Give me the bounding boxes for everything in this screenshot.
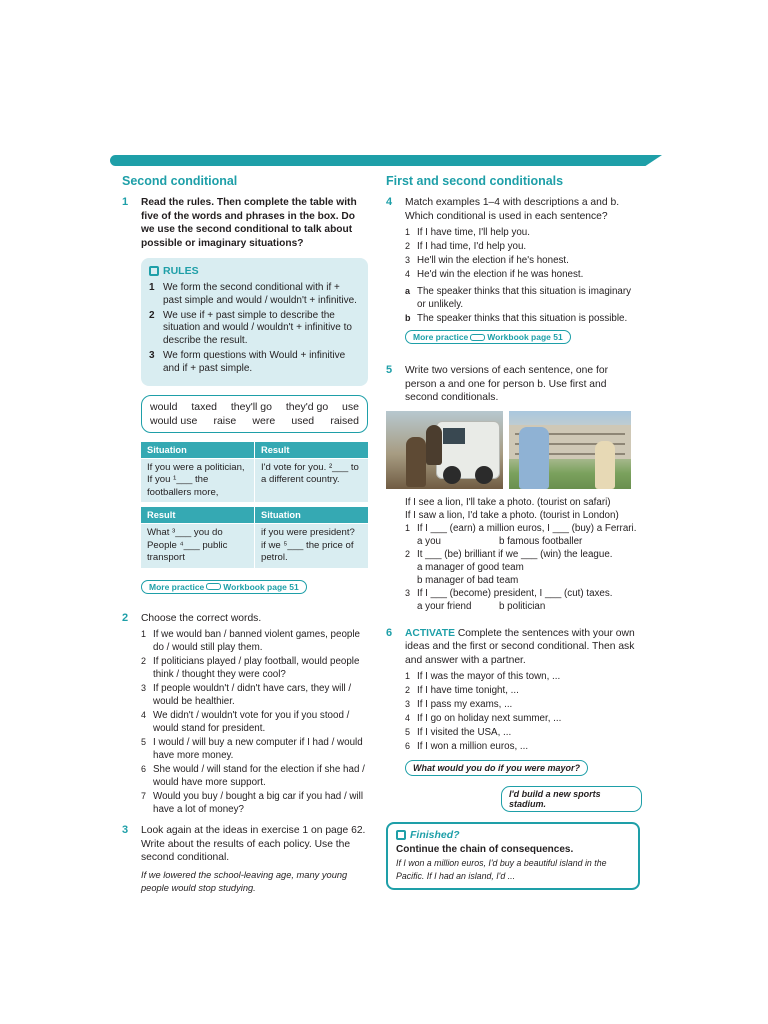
exercise-6: 6 ACTIVATE Complete the sentences with your own ideas and the first or second conditional. Then ask and answer with a partner. 1 If I was the mayor of this town, ... 2 If I have time tonight, ... 3 If I pass my exams, ... 4 If I go on holiday next summer, ... 5 If I visited the USA, ... 6 If I won a million euros, ... What would you do if you were mayor? I'd build a new sports stadium. [386, 627, 642, 813]
exercise-3: 3 Look again at the ideas in exercise 1 on page 62. Write about the results of each policy. Use the second conditional. If we lowered the school-leaving age, many young people would stop studying. [122, 824, 368, 895]
exercise-instruction: ACTIVATE Complete the sentences with your own ideas and the first or second conditional. Then ask and answer with a partner. [405, 627, 635, 666]
exercise-instruction: Choose the correct words. [141, 612, 262, 624]
list-item: 4 If I go on holiday next summer, ... [405, 713, 562, 724]
description-item: b The speaker thinks that this situation is possible. [405, 313, 628, 324]
list-item: 1 If we would ban / banned violent games, people do / would still play them. [141, 629, 360, 654]
exercise-number: 1 [122, 196, 129, 208]
activate-label: ACTIVATE [405, 627, 455, 639]
exercise-instruction: Read the rules. Then complete the table with five of the words and phrases in the box. Do we use the second conditional to talk about possible or imaginary situations? [141, 197, 357, 249]
rule-item: 2 We use if + past simple to describe the situation and would / wouldn't + infinitive to describe the result. [149, 309, 352, 347]
exercise-5: 5 Write two versions of each sentence, one for person a and one for person b. Use first and second conditionals. [386, 364, 642, 405]
rules-icon [149, 266, 159, 276]
london-tourist-photo [509, 411, 631, 489]
exercise-instruction: Match examples 1–4 with descriptions a and b. Which conditional is used in each sentence? [405, 197, 620, 222]
rule-item: 3 We form questions with Would + infinitive and if + past simple. [149, 349, 346, 374]
list-item: 3 If I ___ (become) president, I ___ (cut) taxes. [405, 587, 613, 599]
jeep-shape [436, 421, 500, 479]
exercise-4: 4 Match examples 1–4 with descriptions a and b. Which conditional is used in each sentence? 1 If I have time, I'll help you. 2 If I had time, I'd help you. 3 He'll win the election if he's honest. 4 He'd win the election if he was honest. a The speaker thinks that this situation is imaginary or unlikely. b The speaker thinks that this situation is possible. More practice Workbook page 51 [386, 196, 642, 358]
list-item: 6 If I won a million euros, ... [405, 741, 529, 752]
photos-row [386, 411, 642, 489]
option-pair: a your friend b politician [417, 600, 546, 612]
finished-title: Finished? [396, 829, 630, 841]
list-item: 5 I would / will buy a new computer if I had / would have more money. [141, 737, 363, 762]
list-item: 2 It ___ (be) brilliant if we ___ (win) the league. [405, 548, 613, 560]
exercise-6-list [405, 670, 642, 753]
list-item: 4 He'd win the election if he was honest. [405, 269, 584, 280]
table-cell: if you were president? if we ⁵___ the price of petrol. [255, 524, 368, 568]
rules-box [141, 258, 368, 386]
exercise-2: 2 Choose the correct words. 1 If we would ban / banned violent games, people do / would still play them. 2 If politicians played / play football, would people think / thought they were cool? 3 If people wouldn't / didn't have cars, they will / would be healthier. 4 We didn't / wouldn't vote for you if you stood / would stand for president. 5 I would / will buy a new computer if I had / would have more money. 6 She would / will stand for the election if she had / would have more support. 7 Would you buy / bought a big car if you had / will have a lot of money? [122, 612, 368, 817]
list-item: 1 If I was the mayor of this town, ... [405, 671, 561, 682]
table-cell: If you were a politician, If you ¹___ the footballers more, [141, 459, 254, 503]
speech-bubble-question: What would you do if you were mayor? [405, 760, 588, 776]
header-band [110, 155, 662, 166]
option-item: b manager of bad team [417, 574, 519, 586]
list-item: 4 We didn't / wouldn't vote for you if you stood / would stand for president. [141, 710, 350, 735]
example-sentence: If I saw a lion, I'd take a photo. (tourist in London) [405, 509, 619, 521]
finished-icon [396, 830, 406, 840]
section-title-second-conditional: Second conditional [122, 174, 238, 188]
more-practice-link[interactable]: More practice Workbook page 51 [405, 330, 571, 344]
exercise-2-list [141, 628, 368, 816]
example-sentence: If I see a lion, I'll take a photo. (tourist on safari) [405, 496, 611, 508]
exercise-instruction: Look again at the ideas in exercise 1 on page 62. Write about the results of each policy. Use the second conditional. [141, 825, 366, 864]
rule-item: 1 We form the second conditional with if + past simple and would / wouldn't + infinitive. [149, 282, 357, 306]
table-cell: I'd vote for you. ²___ to a different country. [255, 459, 368, 503]
list-item: 5 If I visited the USA, ... [405, 727, 512, 738]
finished-text: If I won a million euros, I'd buy a beautiful island in the Pacific. If I had an island, I'd ... [396, 858, 607, 881]
table-header: Situation [255, 507, 368, 523]
finished-subtitle: Continue the chain of consequences. [396, 844, 574, 855]
table-header: Situation [141, 442, 254, 458]
list-item: 2 If politicians played / play football, would people think / thought they were cool? [141, 656, 360, 681]
list-item: 6 She would / will stand for the election if she had / would have more support. [141, 764, 365, 789]
exercise-1 [122, 196, 368, 606]
exercise-instruction: Write two versions of each sentence, one for person a and one for person b. Use first and second conditionals. [405, 365, 608, 403]
section-title-first-second-conditionals: First and second conditionals [386, 174, 564, 188]
rules-heading: RULES [149, 265, 360, 277]
exercise-5-list [386, 522, 642, 613]
table-header: Result [141, 507, 254, 523]
description-item: a The speaker thinks that this situation is imaginary or unlikely. [405, 286, 632, 310]
arrow-right-icon [206, 583, 221, 590]
list-item: 3 If people wouldn't / didn't have cars, they will / would be healthier. [141, 683, 352, 708]
list-item: 7 Would you buy / bought a big car if you had / will have a lot of money? [141, 791, 364, 816]
list-item: 2 If I had time, I'd help you. [405, 241, 527, 252]
example-sentence: If we lowered the school-leaving age, many young people would stop studying. [141, 869, 348, 893]
table-cell: What ³___ you do People ⁴___ public transport [141, 524, 254, 568]
speech-bubble-answer: I'd build a new sports stadium. [501, 786, 642, 812]
finished-box [386, 822, 640, 890]
table-situation-result [141, 442, 368, 503]
left-column [122, 170, 368, 901]
table-header: Result [255, 442, 368, 458]
more-practice-link[interactable]: More practice Workbook page 51 [141, 580, 307, 594]
list-item: 2 If I have time tonight, ... [405, 685, 519, 696]
list-item: 1 If I ___ (earn) a million euros, I ___ (buy) a Ferrari. [405, 522, 637, 534]
table-result-situation [141, 507, 368, 568]
word-box: would taxed they'll go they'd go use would use raise were used raised [141, 395, 368, 433]
list-item: 3 If I pass my exams, ... [405, 699, 513, 710]
safari-tourist-photo [386, 411, 503, 489]
right-column [386, 170, 642, 890]
list-item: 3 He'll win the election if he's honest. [405, 255, 569, 266]
option-pair: a you b famous footballer [417, 535, 583, 547]
exercise-4-list [405, 226, 642, 325]
option-item: a manager of good team [417, 561, 524, 573]
list-item: 1 If I have time, I'll help you. [405, 227, 530, 238]
arrow-right-icon [470, 334, 485, 341]
